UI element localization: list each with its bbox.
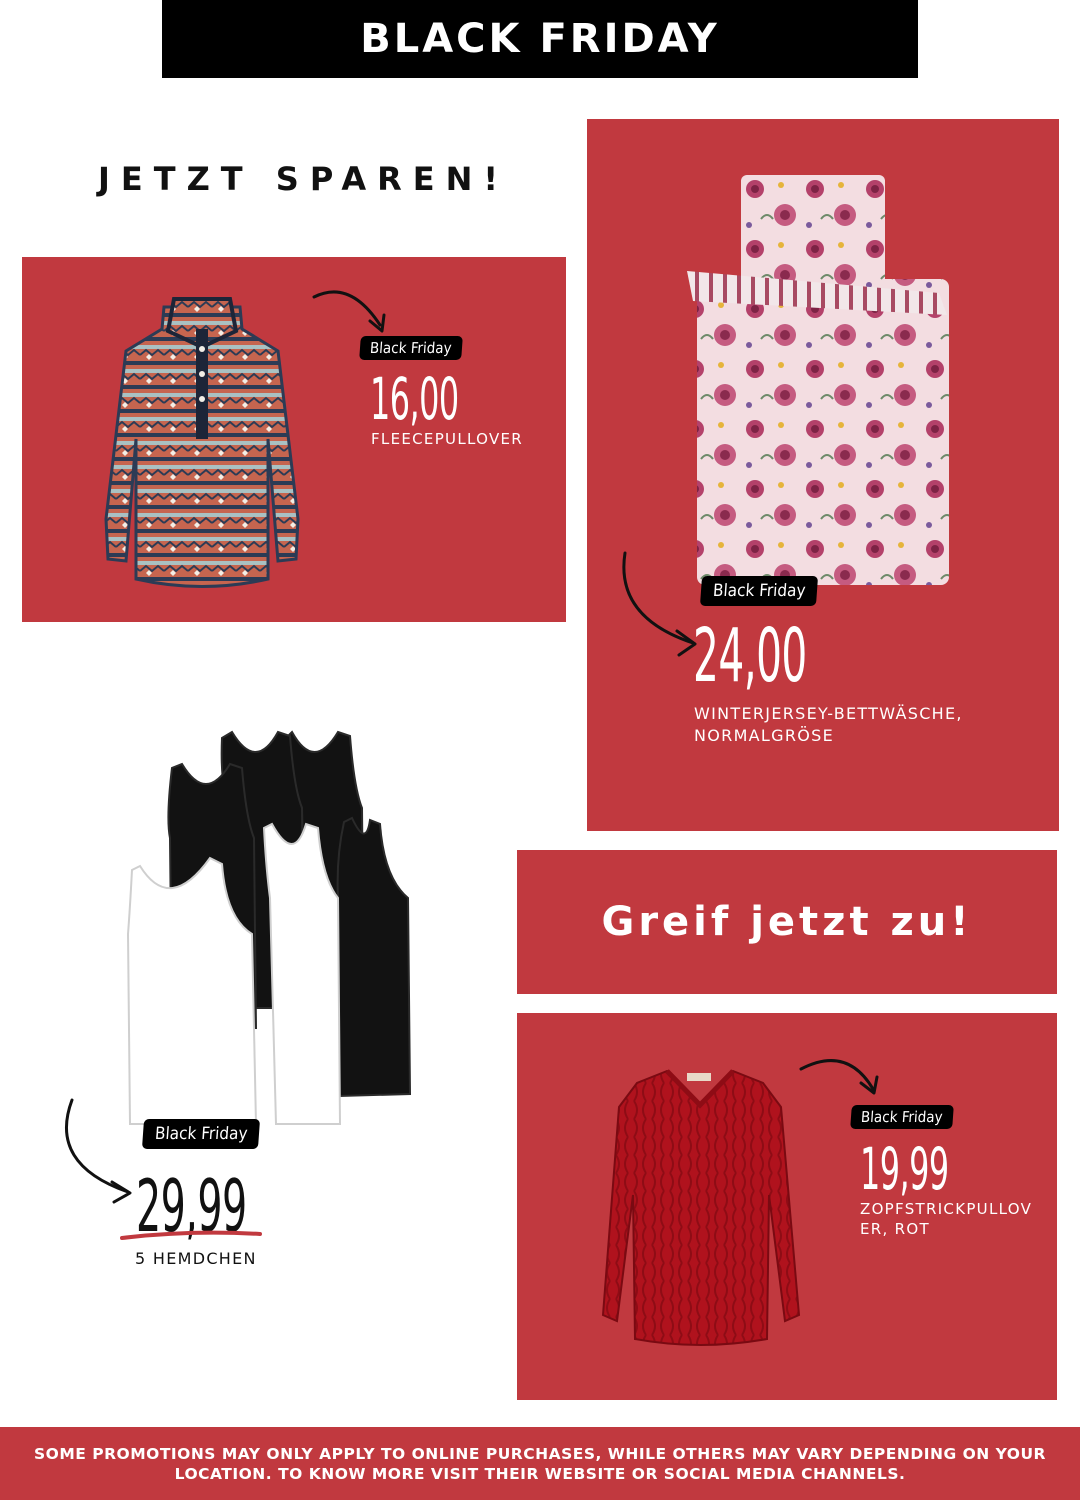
headline: JETZT SPAREN!: [98, 160, 509, 198]
cable-knit-sweater-image: [595, 1065, 805, 1351]
banner-title: BLACK FRIDAY: [360, 16, 720, 62]
product-label-line-1: ZOPFSTRICKPULLOV: [860, 1200, 1033, 1218]
curved-arrow-icon: [56, 1094, 136, 1206]
price: 16,00: [370, 365, 459, 433]
price: 24,00: [693, 613, 807, 699]
underline-stroke: [120, 1228, 264, 1242]
price: 19,99: [860, 1135, 949, 1203]
cta-text: Greif jetzt zu!: [601, 899, 973, 945]
product-label: 5 HEMDCHEN: [135, 1249, 257, 1268]
product-label: FLEECEPULLOVER: [371, 430, 523, 448]
black-friday-banner: [162, 0, 918, 78]
product-card-sweater[interactable]: [517, 1013, 1057, 1400]
bedding-image: [681, 175, 951, 587]
curved-arrow-icon: [613, 547, 703, 659]
fleece-pullover-image: [92, 289, 312, 599]
product-label-line-2: ER, ROT: [860, 1220, 930, 1238]
black-friday-tag: Black Friday: [142, 1119, 261, 1149]
product-label-line-2: NORMALGRÖSE: [694, 726, 835, 745]
product-card-bedding[interactable]: [587, 119, 1059, 831]
cta-panel[interactable]: [517, 850, 1057, 994]
black-friday-tag: Black Friday: [359, 336, 462, 360]
product-card-fleece[interactable]: [22, 257, 566, 622]
curved-arrow-icon: [797, 1053, 887, 1103]
black-friday-tag: Black Friday: [850, 1105, 953, 1129]
product-label-line-1: WINTERJERSEY-BETTWÄSCHE,: [694, 704, 963, 723]
price: 29,99: [136, 1164, 247, 1248]
black-friday-tag: Black Friday: [700, 576, 819, 606]
disclaimer-footer: [0, 1427, 1080, 1500]
disclaimer-line-1: SOME PROMOTIONS MAY ONLY APPLY TO ONLINE PURCHASES, WHILE OTHERS MAY VARY DEPENDING ON YOUR: [34, 1444, 1046, 1463]
tank-tops-image: [126, 728, 412, 1128]
disclaimer-line-2: LOCATION. TO KNOW MORE VISIT THEIR WEBSITE OR SOCIAL MEDIA CHANNELS.: [174, 1464, 906, 1483]
